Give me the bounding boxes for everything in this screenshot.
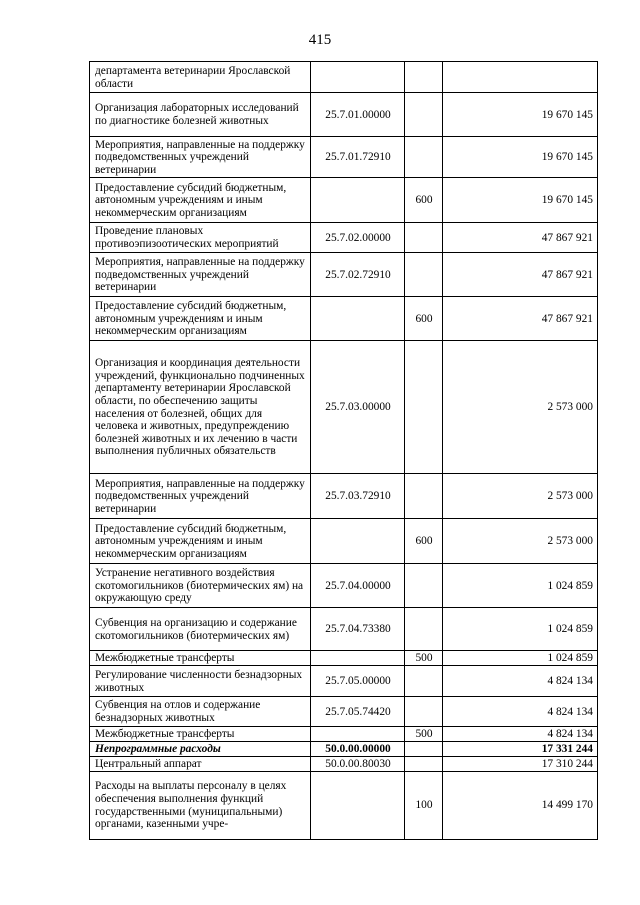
table-row (90, 564, 598, 608)
row-code (311, 519, 405, 564)
row-code: 25.7.01.00000 (311, 93, 405, 137)
table-row (90, 771, 598, 839)
table-row (90, 297, 598, 341)
row-name: департамента ветеринарии Ярославской области (90, 62, 311, 93)
row-vr (405, 62, 443, 93)
row-name: Расходы на выплаты персоналу в целях обеспечения выполнения функций государственными (муниципальными) органами, казенными учре- (90, 771, 311, 839)
row-sum: 2 573 000 (443, 474, 598, 519)
row-vr: 600 (405, 297, 443, 341)
row-name: Непрограммные расходы (90, 742, 311, 757)
row-vr (405, 341, 443, 474)
table-row (90, 651, 598, 666)
row-code (311, 297, 405, 341)
page-number: 415 (308, 32, 332, 48)
table-row (90, 178, 598, 223)
row-name: Межбюджетные трансферты (90, 651, 311, 666)
row-name: Предоставление субсидий бюджетным, автономным учреждениям и иным некоммерческим организациям (90, 178, 311, 223)
row-code: 50.0.00.80030 (311, 757, 405, 772)
row-vr (405, 137, 443, 178)
row-sum: 2 573 000 (443, 519, 598, 564)
row-code (311, 62, 405, 93)
row-name: Организация и координация деятельности учреждений, функционально подчиненных департаменту ветеринарии Ярославской области, по обеспечению защиты населения от болезней, общих для человека и животных, предупреждению болезней животных и их лечению в части выполнения публичных обязательств (90, 341, 311, 474)
row-vr (405, 93, 443, 137)
table-row (90, 742, 598, 757)
budget-table (89, 61, 598, 840)
row-name: Предоставление субсидий бюджетным, автономным учреждениям и иным некоммерческим организациям (90, 297, 311, 341)
table-row (90, 474, 598, 519)
table-row (90, 757, 598, 772)
table-row (90, 93, 598, 137)
row-name: Регулирование численности безнадзорных животных (90, 666, 311, 697)
row-vr (405, 253, 443, 297)
row-vr (405, 608, 443, 651)
row-vr: 600 (405, 519, 443, 564)
row-code: 25.7.02.00000 (311, 223, 405, 253)
table-row (90, 137, 598, 178)
row-name: Субвенция на организацию и содержание скотомогильников (биотермических ям) (90, 608, 311, 651)
row-sum: 4 824 134 (443, 666, 598, 697)
row-name: Мероприятия, направленные на поддержку подведомственных учреждений ветеринарии (90, 474, 311, 519)
row-code: 25.7.04.73380 (311, 608, 405, 651)
row-sum: 19 670 145 (443, 137, 598, 178)
row-sum: 47 867 921 (443, 253, 598, 297)
row-code: 50.0.00.00000 (311, 742, 405, 757)
table-row (90, 727, 598, 742)
row-name: Организация лабораторных исследований по диагностике болезней животных (90, 93, 311, 137)
row-sum: 1 024 859 (443, 564, 598, 608)
row-name: Предоставление субсидий бюджетным, автономным учреждениям и иным некоммерческим организациям (90, 519, 311, 564)
row-code (311, 178, 405, 223)
row-vr: 500 (405, 727, 443, 742)
row-code: 25.7.05.00000 (311, 666, 405, 697)
row-name: Мероприятия, направленные на поддержку подведомственных учреждений ветеринарии (90, 253, 311, 297)
row-sum: 1 024 859 (443, 608, 598, 651)
row-vr (405, 697, 443, 727)
table-row (90, 666, 598, 697)
row-vr (405, 564, 443, 608)
row-sum: 4 824 134 (443, 697, 598, 727)
row-sum: 14 499 170 (443, 771, 598, 839)
row-name: Центральный аппарат (90, 757, 311, 772)
row-code (311, 727, 405, 742)
row-vr (405, 223, 443, 253)
row-code: 25.7.02.72910 (311, 253, 405, 297)
row-name: Мероприятия, направленные на поддержку подведомственных учреждений ветеринарии (90, 137, 311, 178)
row-name: Субвенция на отлов и содержание безнадзорных животных (90, 697, 311, 727)
row-vr: 100 (405, 771, 443, 839)
table-row (90, 608, 598, 651)
row-sum: 17 310 244 (443, 757, 598, 772)
row-sum: 47 867 921 (443, 297, 598, 341)
row-sum: 19 670 145 (443, 93, 598, 137)
row-vr (405, 666, 443, 697)
table-row (90, 62, 598, 93)
table-row (90, 519, 598, 564)
row-name: Межбюджетные трансферты (90, 727, 311, 742)
row-code (311, 651, 405, 666)
row-vr (405, 757, 443, 772)
table-row (90, 223, 598, 253)
row-vr (405, 474, 443, 519)
row-code: 25.7.05.74420 (311, 697, 405, 727)
row-sum: 2 573 000 (443, 341, 598, 474)
table-row (90, 341, 598, 474)
row-code: 25.7.04.00000 (311, 564, 405, 608)
row-vr: 600 (405, 178, 443, 223)
row-sum: 4 824 134 (443, 727, 598, 742)
row-code: 25.7.01.72910 (311, 137, 405, 178)
row-name: Проведение плановых противоэпизоотических мероприятий (90, 223, 311, 253)
row-vr: 500 (405, 651, 443, 666)
row-sum: 47 867 921 (443, 223, 598, 253)
row-sum: 1 024 859 (443, 651, 598, 666)
row-sum (443, 62, 598, 93)
row-code: 25.7.03.00000 (311, 341, 405, 474)
row-code (311, 771, 405, 839)
row-sum: 17 331 244 (443, 742, 598, 757)
table-row (90, 697, 598, 727)
row-vr (405, 742, 443, 757)
table-row (90, 253, 598, 297)
row-name: Устранение негативного воздействия скотомогильников (биотермических ям) на окружающую среду (90, 564, 311, 608)
row-code: 25.7.03.72910 (311, 474, 405, 519)
row-sum: 19 670 145 (443, 178, 598, 223)
